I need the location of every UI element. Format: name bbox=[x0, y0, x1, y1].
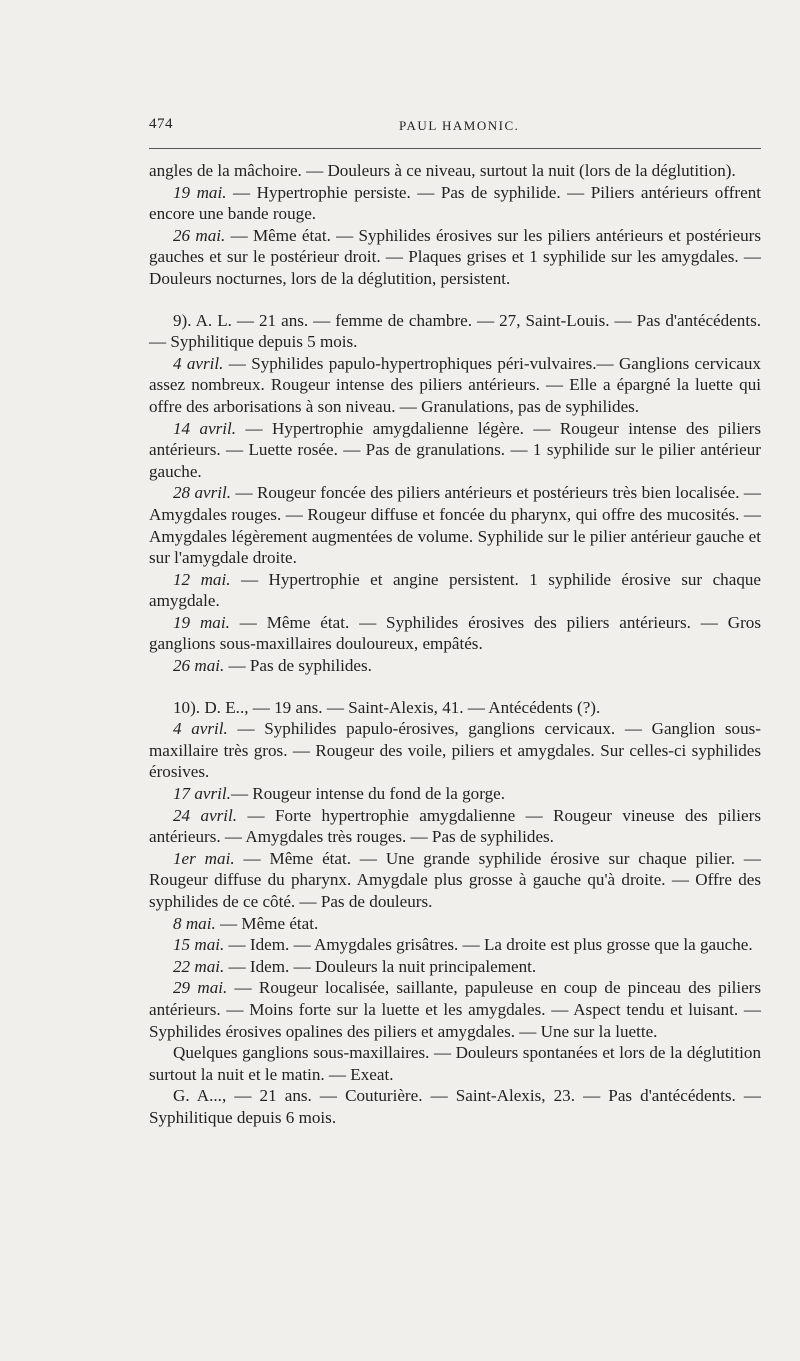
case-heading: 9). A. L. — 21 ans. — femme de chambre. — 27, Saint-Louis. — Pas d'antécédents. — Syphilitique depuis 5 mois. bbox=[149, 310, 761, 352]
running-head: PAUL HAMONIC. bbox=[399, 118, 520, 133]
date: 29 mai. bbox=[173, 978, 228, 998]
paragraph: 14 avril. — Hypertrophie amygdalienne légère. — Rougeur intense des piliers antérieurs. — Luette rosée. — Pas de granulations. — 1 syphilide sur le pilier antérieur gauche. bbox=[149, 418, 761, 481]
paragraph: 4 avril. — Syphilides papulo-érosives, ganglions cervicaux. — Ganglion sous-maxillaire très gros. — Rougeur des voile, piliers et amygdales. Sur celles-ci syphilides érosives. bbox=[149, 719, 761, 782]
date: 1er mai. bbox=[173, 848, 235, 868]
paragraph: 19 mai. — Hypertrophie persiste. — Pas de syphilide. — Piliers antérieurs offrent encore une bande rouge. bbox=[149, 182, 761, 224]
header-rule bbox=[149, 148, 761, 149]
paragraph: 19 mai. — Même état. — Syphilides érosives des piliers antérieurs. — Gros ganglions sous-maxillaires douloureux, empâtés. bbox=[149, 612, 762, 654]
paragraph: angles de la mâchoire. — Douleurs à ce niveau, surtout la nuit (lors de la déglutition). bbox=[149, 161, 736, 180]
date: 19 mai. bbox=[173, 182, 227, 202]
case-heading: 10). D. E.., — 19 ans. — Saint-Alexis, 41. — Antécédents (?). bbox=[173, 697, 601, 717]
paragraph: 26 mai. — Pas de syphilides. bbox=[173, 656, 372, 676]
paragraph: 24 avril. — Forte hypertrophie amygdalienne — Rougeur vineuse des piliers antérieurs. — Amygdales très rouges. — Pas de syphilides. bbox=[149, 805, 761, 847]
date: 14 avril. bbox=[173, 418, 237, 438]
paragraph: 15 mai. — Idem. — Amygdales grisâtres. — La droite est plus grosse que la gauche. bbox=[173, 935, 753, 955]
paragraph: 22 mai. — Idem. — Douleurs la nuit principalement. bbox=[173, 956, 537, 976]
date: 28 avril. bbox=[173, 483, 232, 503]
date: 22 mai. bbox=[173, 956, 225, 976]
paragraph: 26 mai. — Même état. — Syphilides érosives sur les piliers antérieurs et postérieurs gauches et sur le postérieur droit. — Plaques grises et 1 syphilide sur les amygdales. — Douleurs nocturnes, lors de la déglutition, persistent. bbox=[149, 225, 761, 288]
paragraph: Quelques ganglions sous-maxillaires. — Douleurs spontanées et lors de la déglutition surtout la nuit et le matin. — Exeat. bbox=[149, 1043, 761, 1084]
date: 17 avril. bbox=[173, 784, 231, 804]
body-text bbox=[149, 160, 761, 1129]
date: 26 mai. bbox=[173, 225, 226, 245]
paragraph: 29 mai. — Rougeur localisée, saillante, papuleuse en coup de pinceau des piliers antérieurs. — Moins forte sur la luette et les amygdales. — Aspect tendu et luisant. — Syphilides érosives opalines des piliers et amygdales. — Une sur la luette. bbox=[149, 978, 762, 1041]
paragraph: 17 avril.— Rougeur intense du fond de la gorge. bbox=[173, 784, 506, 804]
date: 4 avril. bbox=[173, 353, 224, 373]
date: 4 avril. bbox=[173, 719, 228, 739]
date: 15 mai. bbox=[173, 935, 225, 955]
date: 8 mai. bbox=[173, 913, 216, 933]
paragraph: 12 mai. — Hypertrophie et angine persistent. 1 syphilide érosive sur chaque amygdale. bbox=[149, 569, 761, 611]
paragraph: 4 avril. — Syphilides papulo-hypertrophiques péri-vulvaires.— Ganglions cervicaux assez nombreux. Rougeur intense des piliers antérieurs. — Elle a épargné la luette qui offre des arborisations à son niveau. — Granulations, pas de syphilides. bbox=[149, 353, 761, 416]
date: 12 mai. bbox=[173, 569, 231, 589]
paragraph: 8 mai. — Même état. bbox=[173, 913, 319, 933]
paragraph: 1er mai. — Même état. — Une grande syphilide érosive sur chaque pilier. — Rougeur diffuse du pharynx. Amygdale plus grosse à gauche qu'à droite. — Offre des syphilides de ce côté. — Pas de douleurs. bbox=[149, 848, 761, 911]
case-heading: G. A..., — 21 ans. — Couturière. — Saint-Alexis, 23. — Pas d'antécédents. — Syphilitique depuis 6 mois. bbox=[149, 1086, 761, 1127]
page-header bbox=[149, 116, 760, 138]
page-number: 474 bbox=[149, 116, 173, 132]
paragraph: 28 avril. — Rougeur foncée des piliers antérieurs et postérieurs très bien localisée. — Amygdales rouges. — Rougeur diffuse et foncée du pharynx, qui offre des mucosités. — Amygdales légèrement augmentées de volume. Syphilide sur le pilier antérieur gauche et sur l'amygdale droite. bbox=[149, 483, 761, 568]
date: 24 avril. bbox=[173, 805, 238, 825]
date: 19 mai. bbox=[173, 612, 230, 632]
date: 26 mai. bbox=[173, 656, 225, 676]
